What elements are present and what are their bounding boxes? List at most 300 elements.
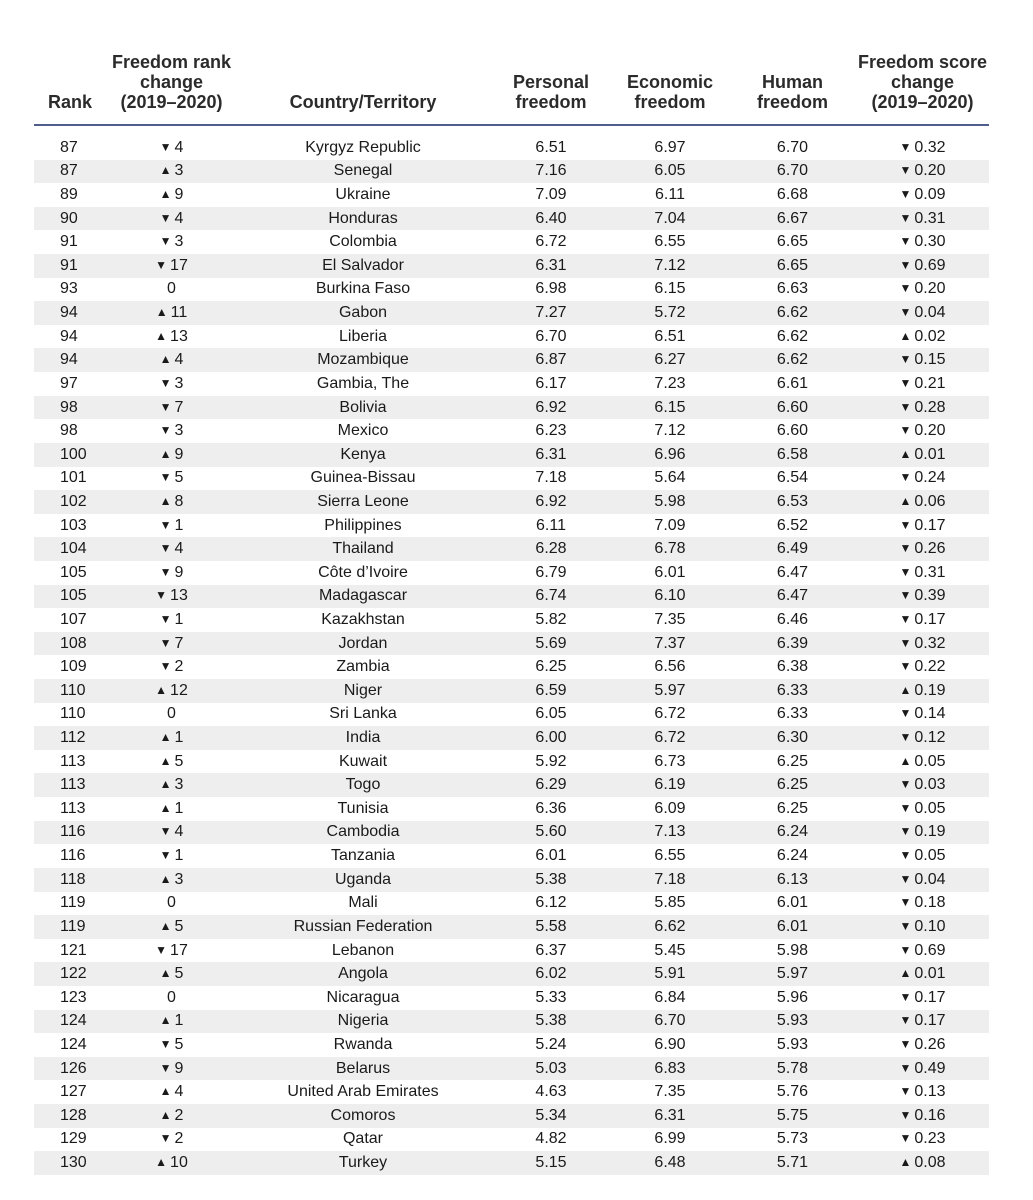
rank-change-value: 13 <box>170 587 188 605</box>
rank-cell: 116 <box>60 823 86 841</box>
economic-freedom-cell: 6.96 <box>654 445 686 463</box>
country-cell: Uganda <box>334 870 392 888</box>
table-row <box>34 1104 989 1128</box>
table-row <box>34 655 989 679</box>
triangle-up-icon: ▲ <box>159 1084 172 1099</box>
rank-cell: 104 <box>60 540 87 558</box>
table-row <box>34 726 989 750</box>
score-change-value: 0.26 <box>914 1035 946 1053</box>
triangle-up-icon: ▲ <box>159 163 172 178</box>
triangle-down-icon: ▼ <box>159 375 172 390</box>
rank-change-cell <box>108 729 235 747</box>
triangle-up-icon: ▲ <box>159 730 172 745</box>
score-change-cell <box>856 351 989 369</box>
triangle-down-icon: ▼ <box>899 635 912 650</box>
human-freedom-cell: 6.38 <box>776 658 809 676</box>
country-cell: Bolivia <box>339 398 387 416</box>
table-row <box>34 915 989 939</box>
triangle-up-icon: ▲ <box>159 187 172 202</box>
rank-cell: 105 <box>60 587 87 605</box>
triangle-down-icon: ▼ <box>899 989 912 1004</box>
rank-cell: 87 <box>60 138 78 156</box>
personal-freedom-cell: 6.74 <box>535 587 567 605</box>
triangle-down-icon: ▼ <box>899 588 912 603</box>
rank-change-cell <box>108 823 235 841</box>
table-row <box>34 1151 989 1175</box>
rank-change-value: 2 <box>174 1106 184 1124</box>
triangle-up-icon: ▲ <box>899 682 912 697</box>
rank-cell: 90 <box>60 209 78 227</box>
rank-change-cell <box>108 517 235 535</box>
rank-change-value: 5 <box>174 917 184 935</box>
table-row <box>34 773 989 797</box>
table-row <box>34 160 989 184</box>
human-freedom-cell: 6.01 <box>776 917 809 935</box>
table-row <box>34 797 989 821</box>
score-change-value: 0.06 <box>914 492 946 510</box>
triangle-down-icon: ▼ <box>899 800 912 815</box>
score-change-cell <box>856 635 989 653</box>
country-cell: Burkina Faso <box>315 280 411 298</box>
rank-cell: 109 <box>60 658 87 676</box>
country-cell: Ukraine <box>335 186 391 204</box>
triangle-down-icon: ▼ <box>159 423 172 438</box>
score-change-value: 0.20 <box>914 280 946 298</box>
triangle-up-icon: ▲ <box>159 753 172 768</box>
table-row <box>34 844 989 868</box>
triangle-down-icon: ▼ <box>899 659 912 674</box>
country-cell: Comoros <box>330 1106 396 1124</box>
rank-cell: 105 <box>60 563 87 581</box>
table-body <box>34 136 989 1175</box>
triangle-up-icon: ▲ <box>159 1107 172 1122</box>
triangle-down-icon: ▼ <box>159 1060 172 1075</box>
score-change-cell <box>856 162 989 180</box>
economic-freedom-cell: 7.04 <box>654 209 686 227</box>
human-freedom-cell: 6.25 <box>776 799 809 817</box>
score-change-value: 0.08 <box>914 1154 946 1171</box>
triangle-down-icon: ▼ <box>159 611 172 626</box>
economic-freedom-cell: 7.18 <box>654 870 686 888</box>
rank-change-cell <box>108 1036 235 1054</box>
country-cell: Kuwait <box>338 752 388 770</box>
score-change-value: 0.13 <box>914 1083 946 1101</box>
human-freedom-cell: 6.47 <box>776 563 809 581</box>
rank-change-cell <box>108 328 235 346</box>
rank-cell: 110 <box>60 705 86 723</box>
triangle-up-icon: ▲ <box>899 328 912 343</box>
economic-freedom-cell: 6.70 <box>654 1012 686 1030</box>
personal-freedom-cell: 5.15 <box>535 1154 567 1171</box>
score-change-cell <box>856 823 989 841</box>
human-freedom-cell: 6.47 <box>776 587 809 605</box>
human-freedom-cell: 6.54 <box>776 469 809 487</box>
header-human-freedom <box>729 72 856 124</box>
personal-freedom-cell: 5.82 <box>535 610 567 628</box>
human-freedom-cell: 6.33 <box>776 681 809 699</box>
rank-cell: 113 <box>60 799 86 817</box>
personal-freedom-cell: 4.82 <box>535 1130 567 1148</box>
rank-change-value: 4 <box>174 138 184 156</box>
rank-change-value: 1 <box>174 610 184 628</box>
score-change-cell <box>856 682 989 700</box>
human-freedom-cell: 6.70 <box>776 162 809 180</box>
score-change-cell <box>856 1060 989 1078</box>
rank-cell: 94 <box>60 327 78 345</box>
triangle-down-icon: ▼ <box>899 139 912 154</box>
score-change-value: 0.32 <box>914 138 946 156</box>
triangle-down-icon: ▼ <box>155 942 168 957</box>
triangle-down-icon: ▼ <box>899 1013 912 1028</box>
human-freedom-cell: 5.73 <box>776 1130 809 1148</box>
rank-change-value: 17 <box>170 941 188 959</box>
triangle-down-icon: ▼ <box>899 257 912 272</box>
score-change-value: 0.14 <box>914 705 946 723</box>
score-change-cell <box>856 965 989 983</box>
economic-freedom-cell: 6.01 <box>654 563 686 581</box>
rank-cell: 102 <box>60 492 87 510</box>
triangle-down-icon: ▼ <box>899 918 912 933</box>
rank-cell: 119 <box>60 894 86 912</box>
triangle-down-icon: ▼ <box>159 234 172 249</box>
human-freedom-cell: 6.30 <box>776 729 809 747</box>
triangle-down-icon: ▼ <box>899 824 912 839</box>
score-change-value: 0.17 <box>914 988 946 1006</box>
header-personal-line2: freedom <box>515 92 587 112</box>
table-row <box>34 1080 989 1104</box>
economic-freedom-cell: 6.90 <box>654 1035 686 1053</box>
header-rank: Rank <box>48 92 93 112</box>
country-cell: Sierra Leone <box>317 492 409 510</box>
country-cell: Cambodia <box>326 823 400 841</box>
score-change-value: 0.04 <box>914 870 946 888</box>
triangle-up-icon: ▲ <box>159 918 172 933</box>
triangle-down-icon: ▼ <box>159 1036 172 1051</box>
economic-freedom-cell: 7.23 <box>654 374 686 392</box>
triangle-up-icon: ▲ <box>159 446 172 461</box>
rank-change-cell <box>108 800 235 818</box>
table-row <box>34 514 989 538</box>
table-row <box>34 372 989 396</box>
rank-change-cell <box>108 989 235 1007</box>
score-change-value: 0.05 <box>914 752 946 770</box>
human-freedom-cell: 5.93 <box>776 1035 809 1053</box>
human-freedom-cell: 5.96 <box>776 988 809 1006</box>
score-change-cell <box>856 210 989 228</box>
human-freedom-cell: 6.62 <box>776 327 809 345</box>
personal-freedom-cell: 6.70 <box>535 327 567 345</box>
score-change-cell <box>856 753 989 771</box>
triangle-up-icon: ▲ <box>899 966 912 981</box>
triangle-down-icon: ▼ <box>899 848 912 863</box>
score-change-cell <box>856 1036 989 1054</box>
rank-cell: 91 <box>60 256 78 274</box>
rank-cell: 100 <box>60 445 87 463</box>
rank-change-cell <box>108 1083 235 1101</box>
country-cell: Kazakhstan <box>321 610 405 628</box>
rank-change-value: 12 <box>170 681 188 699</box>
economic-freedom-cell: 6.19 <box>654 776 686 794</box>
triangle-up-icon: ▲ <box>899 493 912 508</box>
economic-freedom-cell: 6.27 <box>654 351 686 369</box>
score-change-cell <box>856 280 989 298</box>
score-change-cell <box>856 446 989 464</box>
triangle-down-icon: ▼ <box>899 1036 912 1051</box>
rank-change-value: 3 <box>174 776 184 794</box>
header-score-change-line3: (2019–2020) <box>871 92 974 112</box>
rank-change-cell <box>108 375 235 393</box>
human-freedom-cell: 6.46 <box>776 610 809 628</box>
triangle-up-icon: ▲ <box>159 800 172 815</box>
triangle-up-icon: ▲ <box>155 305 168 320</box>
triangle-down-icon: ▼ <box>155 588 168 603</box>
human-freedom-cell: 6.33 <box>776 705 809 723</box>
score-change-cell <box>856 1107 989 1125</box>
header-personal-line1: Personal <box>512 72 590 92</box>
personal-freedom-cell: 5.69 <box>535 634 567 652</box>
rank-change-cell <box>108 587 235 605</box>
personal-freedom-cell: 5.58 <box>535 917 567 935</box>
economic-freedom-cell: 6.72 <box>654 729 686 747</box>
score-change-cell <box>856 587 989 605</box>
country-cell: Madagascar <box>318 587 408 605</box>
score-change-cell <box>856 540 989 558</box>
triangle-down-icon: ▼ <box>899 517 912 532</box>
table-row <box>34 467 989 491</box>
country-cell: Qatar <box>342 1130 383 1148</box>
economic-freedom-cell: 6.72 <box>654 705 686 723</box>
table-row <box>34 608 989 632</box>
triangle-down-icon: ▼ <box>899 777 912 792</box>
rank-cell: 98 <box>60 422 78 440</box>
country-cell: Angola <box>338 965 388 983</box>
personal-freedom-cell: 6.31 <box>535 256 567 274</box>
triangle-down-icon: ▼ <box>155 257 168 272</box>
rank-change-value: 7 <box>174 398 184 416</box>
economic-freedom-cell: 6.51 <box>654 327 686 345</box>
table-row <box>34 278 989 302</box>
personal-freedom-cell: 7.27 <box>535 304 567 322</box>
score-change-value: 0.01 <box>914 965 946 983</box>
human-freedom-cell: 6.24 <box>776 823 809 841</box>
country-cell: Tunisia <box>337 799 389 817</box>
human-freedom-cell: 6.62 <box>776 351 809 369</box>
personal-freedom-cell: 6.87 <box>535 351 567 369</box>
rank-change-cell <box>108 753 235 771</box>
score-change-value: 0.22 <box>914 658 946 676</box>
human-freedom-cell: 5.78 <box>776 1059 809 1077</box>
rank-cell: 103 <box>60 516 87 534</box>
rank-change-cell <box>108 257 235 275</box>
rank-cell: 118 <box>60 870 86 888</box>
table-row <box>34 396 989 420</box>
score-change-cell <box>856 1130 989 1148</box>
score-change-value: 0.15 <box>914 351 946 369</box>
country-cell: Colombia <box>329 233 397 251</box>
human-freedom-cell: 6.25 <box>776 776 809 794</box>
triangle-up-icon: ▲ <box>159 1013 172 1028</box>
human-freedom-cell: 6.62 <box>776 304 809 322</box>
triangle-down-icon: ▼ <box>899 1060 912 1075</box>
economic-freedom-cell: 7.35 <box>654 610 686 628</box>
table-row <box>34 537 989 561</box>
table-header <box>34 44 989 126</box>
triangle-down-icon: ▼ <box>899 399 912 414</box>
rank-change-cell <box>108 469 235 487</box>
score-change-value: 0.31 <box>914 563 946 581</box>
rank-cell: 128 <box>60 1106 87 1124</box>
header-score-change-line2: change <box>890 72 955 92</box>
rank-change-value: 3 <box>174 162 184 180</box>
header-economic-freedom <box>611 72 729 124</box>
economic-freedom-cell: 7.13 <box>654 823 686 841</box>
rank-cell: 123 <box>60 988 87 1006</box>
personal-freedom-cell: 6.98 <box>535 280 567 298</box>
country-cell: Niger <box>343 681 383 699</box>
rank-change-value: 9 <box>174 186 184 204</box>
table-row <box>34 348 989 372</box>
triangle-down-icon: ▼ <box>159 210 172 225</box>
rank-change-value: 4 <box>174 1083 184 1101</box>
rank-cell: 129 <box>60 1130 87 1148</box>
human-freedom-cell: 6.52 <box>776 516 809 534</box>
economic-freedom-cell: 7.12 <box>654 256 686 274</box>
triangle-down-icon: ▼ <box>899 1107 912 1122</box>
personal-freedom-cell: 6.40 <box>535 209 567 227</box>
country-cell: Gabon <box>338 304 388 322</box>
personal-freedom-cell: 6.00 <box>535 729 567 747</box>
rank-change-value: 5 <box>174 965 184 983</box>
rank-change-cell <box>108 635 235 653</box>
personal-freedom-cell: 6.11 <box>536 516 566 534</box>
country-cell: Russian Federation <box>293 917 433 935</box>
rank-change-value: 7 <box>174 634 184 652</box>
score-change-cell <box>856 942 989 960</box>
rank-change-value: 4 <box>174 540 184 558</box>
human-freedom-cell: 6.60 <box>776 422 809 440</box>
score-change-cell <box>856 564 989 582</box>
header-rank-change-line3: (2019–2020) <box>120 92 223 112</box>
country-cell: Guinea-Bissau <box>310 469 416 487</box>
rank-cell: 116 <box>60 847 86 865</box>
table-row <box>34 986 989 1010</box>
economic-freedom-cell: 6.55 <box>654 847 686 865</box>
triangle-down-icon: ▼ <box>899 895 912 910</box>
header-rank-change <box>108 52 235 124</box>
rank-change-value: 1 <box>174 847 184 865</box>
triangle-down-icon: ▼ <box>899 352 912 367</box>
score-change-value: 0.26 <box>914 540 946 558</box>
freedom-ranking-table <box>34 44 989 1175</box>
score-change-cell <box>856 705 989 723</box>
human-freedom-cell: 5.97 <box>776 965 809 983</box>
rank-change-value: 3 <box>174 422 184 440</box>
economic-freedom-cell: 6.78 <box>654 540 686 558</box>
country-cell: Sri Lanka <box>329 705 397 723</box>
table-row <box>34 868 989 892</box>
country-cell: Côte d’Ivoire <box>318 563 408 581</box>
triangle-down-icon: ▼ <box>899 305 912 320</box>
country-cell: Zambia <box>336 658 390 676</box>
rank-change-cell <box>108 847 235 865</box>
score-change-cell <box>856 847 989 865</box>
triangle-down-icon: ▼ <box>899 163 912 178</box>
rank-cell: 113 <box>60 752 86 770</box>
human-freedom-cell: 6.25 <box>776 752 809 770</box>
triangle-down-icon: ▼ <box>159 564 172 579</box>
economic-freedom-cell: 6.62 <box>654 917 686 935</box>
score-change-cell <box>856 375 989 393</box>
rank-change-value: 0 <box>167 280 176 298</box>
score-change-cell <box>856 1154 989 1172</box>
score-change-value: 0.05 <box>914 799 946 817</box>
score-change-value: 0.32 <box>914 634 946 652</box>
rank-change-value: 8 <box>174 492 184 510</box>
table-row <box>34 561 989 585</box>
triangle-down-icon: ▼ <box>899 871 912 886</box>
rank-change-value: 11 <box>170 304 188 322</box>
personal-freedom-cell: 6.28 <box>535 540 567 558</box>
rank-change-cell <box>108 658 235 676</box>
triangle-up-icon: ▲ <box>159 777 172 792</box>
personal-freedom-cell: 6.37 <box>535 941 567 959</box>
economic-freedom-cell: 7.09 <box>654 516 686 534</box>
score-change-value: 0.30 <box>914 233 946 251</box>
human-freedom-cell: 6.70 <box>776 138 809 156</box>
table-row <box>34 1128 989 1152</box>
triangle-down-icon: ▼ <box>159 848 172 863</box>
rank-cell: 122 <box>60 965 87 983</box>
rank-cell: 94 <box>60 351 78 369</box>
rank-cell: 89 <box>60 186 78 204</box>
country-cell: Tanzania <box>330 847 396 865</box>
personal-freedom-cell: 7.18 <box>535 469 567 487</box>
triangle-down-icon: ▼ <box>899 234 912 249</box>
table-row <box>34 230 989 254</box>
rank-change-cell <box>108 1012 235 1030</box>
human-freedom-cell: 6.65 <box>776 233 809 251</box>
table-row <box>34 254 989 278</box>
rank-change-cell <box>108 422 235 440</box>
economic-freedom-cell: 7.37 <box>654 634 686 652</box>
rank-change-cell <box>108 280 235 298</box>
rank-change-value: 5 <box>174 1035 184 1053</box>
economic-freedom-cell: 5.91 <box>654 965 686 983</box>
personal-freedom-cell: 6.36 <box>535 799 567 817</box>
rank-cell: 108 <box>60 634 87 652</box>
human-freedom-cell: 6.60 <box>776 398 809 416</box>
personal-freedom-cell: 6.12 <box>535 894 567 912</box>
table-row <box>34 892 989 916</box>
rank-cell: 124 <box>60 1012 87 1030</box>
triangle-down-icon: ▼ <box>159 659 172 674</box>
rank-change-value: 5 <box>174 752 184 770</box>
triangle-down-icon: ▼ <box>899 1084 912 1099</box>
table-row <box>34 136 989 160</box>
header-rank-change-line1: Freedom rank <box>111 52 232 72</box>
rank-change-value: 9 <box>174 445 184 463</box>
personal-freedom-cell: 6.17 <box>535 374 567 392</box>
header-country: Country/Territory <box>289 92 437 112</box>
economic-freedom-cell: 6.55 <box>654 233 686 251</box>
rank-change-value: 9 <box>174 1059 184 1077</box>
score-change-cell <box>856 493 989 511</box>
rank-change-value: 2 <box>174 658 184 676</box>
personal-freedom-cell: 6.51 <box>535 138 567 156</box>
table-row <box>34 821 989 845</box>
economic-freedom-cell: 7.12 <box>654 422 686 440</box>
rank-change-cell <box>108 139 235 157</box>
